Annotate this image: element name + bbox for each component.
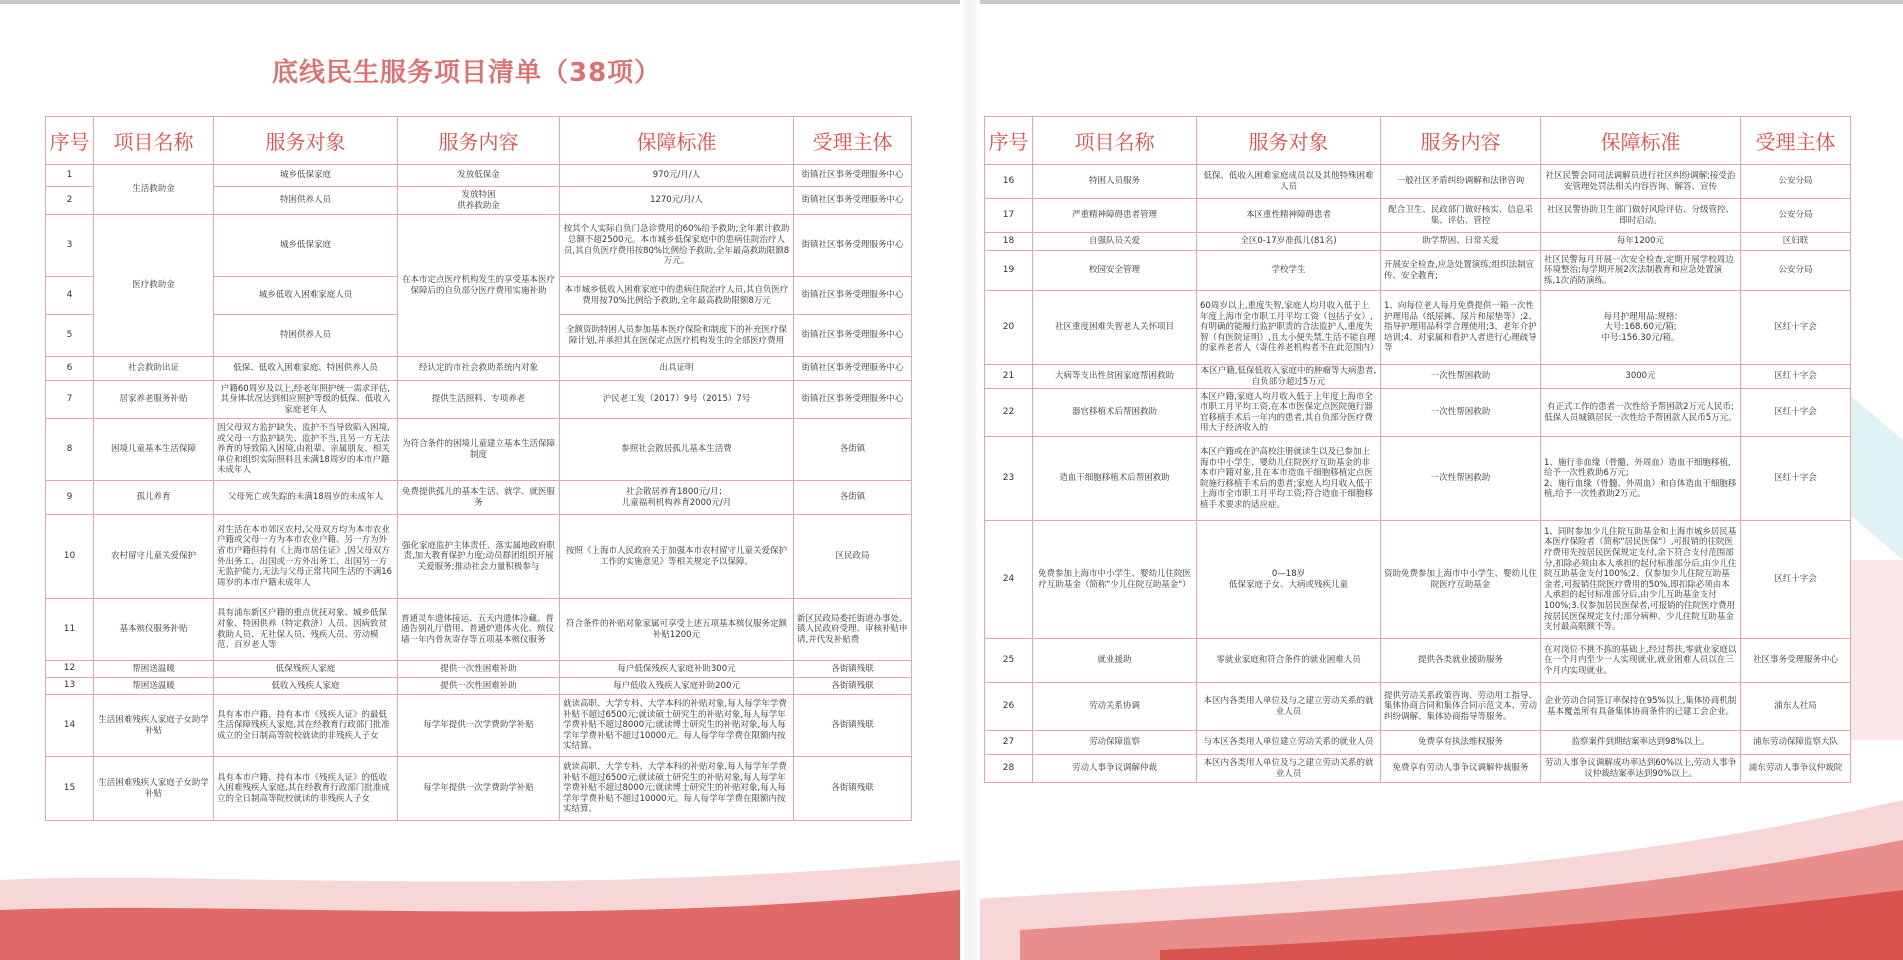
service-standard: 每年1200元 [1541,233,1741,251]
service-content: 普通灵车遗体接运、五天内遗体冷藏、普通告别礼厅借用、普通炉遗体火化、殡仪墙一年内骨灰寄存等五项基本殡仪服务 [398,599,560,661]
service-name: 生活困难残疾人家庭子女助学补贴 [94,695,214,757]
service-standard: 每户低保残疾人家庭补助300元 [560,661,794,678]
service-content: 提供劳动关系政策咨询、劳动用工指导、集体协商合同和集体合同示范文本、劳动纠纷调解、集体协商指导等服务。 [1381,683,1541,731]
service-standard: 社会散居养育1800元/月； 儿童福利机构养育2000元/月 [560,481,794,515]
service-object: 城乡低保家庭 [214,215,398,277]
service-object: 零就业家庭和符合条件的就业困难人员 [1197,639,1381,683]
service-object: 低保、低收入困难家庭、特困供养人员 [214,357,398,381]
service-standard: 参照社会散居孤儿基本生活费 [560,419,794,481]
service-agent: 区红十字会 [1741,437,1851,521]
service-object: 低收入残疾人家庭 [214,678,398,695]
service-table-left [45,116,912,821]
row-number: 28 [985,755,1033,783]
table-row [985,755,1851,783]
service-standard: 监察案件到期结案率达到98%以上。 [1541,731,1741,755]
service-object: 本区内各类用人单位及与之建立劳动关系的就业人员 [1197,683,1381,731]
service-object: 城乡低收入困难家庭人员 [214,277,398,315]
service-content: 在本市定点医疗机构发生的享受基本医疗保障后的自负部分医疗费用实施补助 [398,215,560,357]
service-standard: 社区民警会同司法调解员进行社区纠纷调解;接受治安管理处罚法相关内容咨询、解答、宣传 [1541,165,1741,199]
service-name: 困境儿童基本生活保障 [94,419,214,481]
service-name: 校园安全管理 [1033,251,1197,291]
header-no: 序号 [46,117,94,165]
row-number: 3 [46,215,94,277]
service-agent: 街镇社区事务受理服务中心 [794,381,912,419]
row-number: 21 [985,365,1033,389]
service-object: 因父母双方监护缺失、监护不当导致陷入困境,或父母一方监护缺失、监护不当,且另一方无法养育的导致陷入困境,由祖辈、亲属朋友、相关单位和组织实际照料且未满18周岁的本市户籍未成年人 [214,419,398,481]
row-number: 18 [985,233,1033,251]
table-header-row [46,117,912,165]
service-standard: 出具证明 [560,357,794,381]
service-content: 配合卫生、民政部门做好核实、信息采集、评估、管控 [1381,199,1541,233]
table-row [46,419,912,481]
service-content: 一次性帮困救助 [1381,365,1541,389]
row-number: 22 [985,389,1033,437]
service-standard: 企业劳动合同签订率保持在95%以上,集体协商机制基本覆盖所有具备集体协商条件的已建工会企业。 [1541,683,1741,731]
header-name: 项目名称 [94,117,214,165]
service-agent: 街镇社区事务受理服务中心 [794,277,912,315]
table-row [46,381,912,419]
page-fold [960,0,980,960]
service-name: 自强队员关爱 [1033,233,1197,251]
table-row [985,521,1851,639]
service-content: 提供生活照料、专项养老 [398,381,560,419]
table-row [985,165,1851,199]
service-agent: 街镇社区事务受理服务中心 [794,187,912,215]
header-standard: 保障标准 [560,117,794,165]
header-agent: 受理主体 [794,117,912,165]
table-row [985,251,1851,291]
service-content: 一般社区矛盾纠纷调解和法律咨询 [1381,165,1541,199]
service-standard: 就读高职、大学专科、大学本科的补贴对象,每人每学年学费补贴不超过6500元;就读硕士研究生的补贴对象,每人每学年学费补贴不超过8000元;就读博士研究生的补贴对象,每人每学年学费补贴不超过10000元。每人每学年学费在限额内按实结算。 [560,757,794,821]
row-number: 24 [985,521,1033,639]
row-number: 27 [985,731,1033,755]
table-header-row [985,117,1851,165]
service-name: 大病等支出性贫困家庭帮困救助 [1033,365,1197,389]
service-name: 帮困送温暖 [94,678,214,695]
table-row [46,678,912,695]
row-number: 25 [985,639,1033,683]
service-content: 经认定的市社会救助系统内对象 [398,357,560,381]
service-object: 特困供养人员 [214,187,398,215]
service-name: 器官移植术后帮困救助 [1033,389,1197,437]
row-number: 6 [46,357,94,381]
service-content: 免费享有执法维权服务 [1381,731,1541,755]
service-standard: 劳动人事争议调解成功率达到60%以上,劳动人事争议仲裁结案率达到90%以上。 [1541,755,1741,783]
service-name: 生活救助金 [94,165,214,215]
service-standard: 1、施行非血缘（骨髓、外周血）造血干细胞移植,给予一次性救助6万元; 2、施行血缘（骨髓、外周血）和自体造血干细胞移植,给予一次性救助2万元。 [1541,437,1741,521]
service-agent: 区红十字会 [1741,389,1851,437]
service-name: 劳动关系协调 [1033,683,1197,731]
row-number: 26 [985,683,1033,731]
service-content: 每学年提供一次学费助学补贴 [398,757,560,821]
service-standard: 本市城乡低收入困难家庭中的患病住院治疗人员,其自负医疗费用按70%比例给予救助,全年最高救助限额8万元 [560,277,794,315]
row-number: 23 [985,437,1033,521]
service-content: 开展安全检查,应急处置演练;组织法制宣传、安全教育; [1381,251,1541,291]
row-number: 20 [985,291,1033,365]
service-content: 为符合条件的困境儿童建立基本生活保障制度 [398,419,560,481]
service-agent: 街镇社区事务受理服务中心 [794,215,912,277]
service-standard: 就读高职、大学专科、大学本科的补贴对象,每人每学年学费补贴不超过6500元;就读硕士研究生的补贴对象,每人每学年学费补贴不超过8000元;就读博士研究生的补贴对象,每人每学年学费补贴不超过10000元。每人每学年学费在限额内按实结算。 [560,695,794,757]
service-standard: 按其个人实际自负门急诊费用的60%给予救助;全年累计救助总额不超2500元。本市城乡低保家庭中的患病住院治疗人员,其自负医疗费用按80%比例给予救助,全年最高救助限额8万元。 [560,215,794,277]
page-title: 底线民生服务项目清单（38项） [272,58,662,88]
service-content: 一次性帮困救助 [1381,389,1541,437]
service-content: 免费提供孤儿的基本生活、就学、就医服务 [398,481,560,515]
service-agent: 新区民政局委托街道办事处、镇人民政府受理、审核补贴申请,并代发补贴费 [794,599,912,661]
service-content: 发放低保金 [398,165,560,187]
service-standard: 沪民老工发（2017）9号（2015）7号 [560,381,794,419]
service-standard: 有正式工作的患者一次性给予帮困款2万元人民币;低保人员城镇居民一次性给予帮困款人民币5万元。 [1541,389,1741,437]
service-name: 帮困送温暖 [94,661,214,678]
service-object: 本区户籍或在沪高校注册就读生以及已参加上海市中小学生、婴幼儿住院医疗互助基金的非本市户籍对象,且在本市造血干细胞移植定点医院施行移植手术后的患者;家庭人均月收入低于上海市全市职工月平均工资;符合造血干细胞移植手术要求的适应症。 [1197,437,1381,521]
service-agent: 区红十字会 [1741,291,1851,365]
service-content: 每学年提供一次学费助学补贴 [398,695,560,757]
service-name: 居家养老服务补贴 [94,381,214,419]
service-content: 提供一次性困难补助 [398,661,560,678]
header-content: 服务内容 [1381,117,1541,165]
service-agent: 区民政局 [794,515,912,599]
row-number: 7 [46,381,94,419]
service-name: 医疗救助金 [94,215,214,357]
service-standard: 970元/月/人 [560,165,794,187]
header-content: 服务内容 [398,117,560,165]
table-row [985,639,1851,683]
service-object: 本区内各类用人单位及与之建立劳动关系的就业人员 [1197,755,1381,783]
table-row [985,437,1851,521]
service-name: 孤儿养育 [94,481,214,515]
service-standard: 1、同时参加少儿住院互助基金和上海市城乡居民基本医疗保险者（简称"居民医保"）,可报销的住院医疗费用先按居民医保规定支付,余下符合支付范围部分,扣除必须由本人承担的起付标准部分后,由少儿住院互助基金支付100%;2、仅参加少儿住院互助基金者,可报销住院医疗费用的50%,即扣除必须由本人承担的起付标准部分后,由少儿互助基金支付100%;3.仅参加居民医保者,可报销的住院医疗费用按居民医保规定支付;部分病种、少儿住院互助基金支付最高限额不等。 [1541,521,1741,639]
table-row [985,683,1851,731]
service-name: 社会救助出证 [94,357,214,381]
table-row [985,365,1851,389]
table-row [985,389,1851,437]
service-content: 发放特困 供养救助金 [398,187,560,215]
service-agent: 各街镇残联 [794,757,912,821]
service-name: 农村留守儿童关爱保护 [94,515,214,599]
service-agent: 公安分局 [1741,165,1851,199]
row-number: 1 [46,165,94,187]
row-number: 10 [46,515,94,599]
decorative-wave-left [0,840,960,960]
service-standard: 社区民警每月开展一次安全检查,定期开展学校周边环境整治;每学期开展2次法制教育和应急处置演练,1次消防演练。 [1541,251,1741,291]
table-row [46,599,912,661]
row-number: 17 [985,199,1033,233]
service-object: 60周岁以上,重度失智,家庭人均月收入低于上年度上海市全市职工月平均工资（包括子女）,有明确的能履行监护职责的合法监护人,重度失智（有医院证明）,且大小便失禁,生活不能自理的家养老者人（寄住养老机构者不在此范围内） [1197,291,1381,365]
service-standard: 每户低收入残疾人家庭补助200元 [560,678,794,695]
table-row [985,233,1851,251]
header-agent: 受理主体 [1741,117,1851,165]
service-object: 具有本市户籍、持有本市《残疾人证》的最低生活保障残疾人家庭,其在经教育行政部门批准成立的全日制高等院校就读的非残疾人子女 [214,695,398,757]
service-object: 父母死亡或失踪的未满18周岁的未成年人 [214,481,398,515]
service-agent: 街镇社区事务受理服务中心 [794,315,912,357]
service-agent: 社区事务受理服务中心 [1741,639,1851,683]
service-agent: 各街镇残联 [794,678,912,695]
service-object: 具有浦东新区户籍的重点优抚对象、城乡低保对象、特困供养（特定救济）人员、因病致贫救助人员、无社保人员、残疾人员、劳动模范、百岁老人等 [214,599,398,661]
service-standard: 符合条件的补贴对象家属可享受上述五项基本殡仪服务定额补贴1200元 [560,599,794,661]
service-content: 资助免费参加上海市中小学生、婴幼儿住院医疗互助基金 [1381,521,1541,639]
service-object: 户籍60周岁及以上,经老年照护统一需求评估,其身体状况达到相应照护等级的低保、低收入家庭老年人 [214,381,398,419]
service-standard: 社区民警协助卫生部门做好风险评估、分级管控、即时启动。 [1541,199,1741,233]
service-agent: 街镇社区事务受理服务中心 [794,165,912,187]
service-name: 劳动人事争议调解仲裁 [1033,755,1197,783]
service-name: 造血干细胞移植术后帮困救助 [1033,437,1197,521]
service-name: 就业援助 [1033,639,1197,683]
service-object: 具有本市户籍、持有本市《残疾人证》的低收入困难残疾人家庭,其在经教育行政部门批准成立的全日制高等院校就读的非残疾人子女 [214,757,398,821]
service-object: 低保、低收入困难家庭成员以及其他特殊困难人员 [1197,165,1381,199]
service-standard: 每月护理用品:规格: 大号:168.60元/箱; 中号:156.30元/箱。 [1541,291,1741,365]
header-object: 服务对象 [214,117,398,165]
service-object: 本区户籍,低保低收入家庭中的肿瘤等大病患者,自负部分超过5万元 [1197,365,1381,389]
service-name: 特困人员服务 [1033,165,1197,199]
service-agent: 各街镇 [794,481,912,515]
service-content: 助学帮困、日常关爱 [1381,233,1541,251]
row-number: 8 [46,419,94,481]
row-number: 9 [46,481,94,515]
table-row [985,199,1851,233]
top-edge [0,0,1903,4]
row-number: 12 [46,661,94,678]
service-object: 特困供养人员 [214,315,398,357]
service-name: 劳动保障监察 [1033,731,1197,755]
service-content: 免费享有劳动人事争议调解仲裁服务 [1381,755,1541,783]
service-object: 低保残疾人家庭 [214,661,398,678]
row-number: 11 [46,599,94,661]
service-agent: 浦东人社局 [1741,683,1851,731]
service-agent: 各街镇残联 [794,661,912,678]
service-content: 强化家庭监护主体责任、落实属地政府职责,加大教育保护力度;动员群团组织开展关爱服务;推动社会力量积极参与 [398,515,560,599]
service-standard: 1270元/月/人 [560,187,794,215]
service-agent: 区红十字会 [1741,365,1851,389]
table-row [46,661,912,678]
service-object: 城乡低保家庭 [214,165,398,187]
table-row [985,291,1851,365]
row-number: 15 [46,757,94,821]
row-number: 5 [46,315,94,357]
row-number: 2 [46,187,94,215]
table-row [46,215,912,277]
row-number: 13 [46,678,94,695]
service-agent: 公安分局 [1741,251,1851,291]
service-name: 免费参加上海市中小学生、婴幼儿住院医疗互助基金（简称"少儿住院互助基金"） [1033,521,1197,639]
decorative-wave-right [960,790,1903,960]
table-row [46,757,912,821]
service-name: 社区重度困难失智老人关怀项目 [1033,291,1197,365]
service-standard: 按照《上海市人民政府关于加强本市农村留守儿童关爱保护工作的实施意见》等相关规定予以保障。 [560,515,794,599]
service-object: 本区重性精神障碍患者 [1197,199,1381,233]
service-standard: 全额资助特困人员参加基本医疗保险和制度下的补充医疗保障计划,并承担其在医保定点医疗机构发生的全部医疗费用 [560,315,794,357]
service-agent: 各街镇残联 [794,695,912,757]
service-name: 生活困难残疾人家庭子女助学补贴 [94,757,214,821]
service-object: 本区户籍,家庭人均月收入低于上年度上海市全市职工月平均工资,在本市医保定点医院施行器官移植手术后一年内的患者,其自负部分医疗费用大于经济收入的 [1197,389,1381,437]
row-number: 4 [46,277,94,315]
service-object: 0—18岁 低保家庭子女、大病或残疾儿童 [1197,521,1381,639]
header-object: 服务对象 [1197,117,1381,165]
row-number: 14 [46,695,94,757]
service-object: 与本区各类用人单位建立劳动关系的就业人员 [1197,731,1381,755]
service-standard: 在对岗位不挑不拣的基础上,经过帮扶,零就业家庭以在一个月内至少一人实现就业,就业困难人员以在三个月内实现就业。 [1541,639,1741,683]
service-agent: 街镇社区事务受理服务中心 [794,357,912,381]
service-agent: 浦东劳动保障监察大队 [1741,731,1851,755]
service-agent: 浦东劳动人事争议仲裁院 [1741,755,1851,783]
service-object: 全区0-17岁准孤儿(81名) [1197,233,1381,251]
header-standard: 保障标准 [1541,117,1741,165]
table-row [46,481,912,515]
header-name: 项目名称 [1033,117,1197,165]
table-row [46,695,912,757]
service-content: 一次性帮困救助 [1381,437,1541,521]
service-agent: 各街镇 [794,419,912,481]
service-agent: 区妇联 [1741,233,1851,251]
row-number: 16 [985,165,1033,199]
service-name: 严重精神障碍患者管理 [1033,199,1197,233]
service-content: 1、向每位老人每月免费提供一箱一次性护理用品（纸尿裤、尿片和尿垫等）;2、指导护理用品科学合理使用;3、老年介护培训;4、对家属和看护人者进行心理疏导等 [1381,291,1541,365]
table-row [46,357,912,381]
service-agent: 公安分局 [1741,199,1851,233]
service-content: 提供各类就业援助服务 [1381,639,1541,683]
service-standard: 3000元 [1541,365,1741,389]
service-object: 学校学生 [1197,251,1381,291]
service-name: 基本殡仪服务补贴 [94,599,214,661]
table-row [985,731,1851,755]
service-content: 提供一次性困难补助 [398,678,560,695]
service-table-right [984,116,1851,783]
table-row [46,515,912,599]
row-number: 19 [985,251,1033,291]
service-object: 对生活在本市郊区农村,父母双方均为本市农业户籍或父母一方为本市农业户籍、另一方为外省市户籍但持有《上海市居住证》,因父母双方外出务工、出国或一方外出务工、出国另一方无监护能力,无法与父母正常共同生活的不满16周岁的本市户籍未成年人 [214,515,398,599]
header-no: 序号 [985,117,1033,165]
service-agent: 区红十字会 [1741,521,1851,639]
table-row [46,165,912,187]
